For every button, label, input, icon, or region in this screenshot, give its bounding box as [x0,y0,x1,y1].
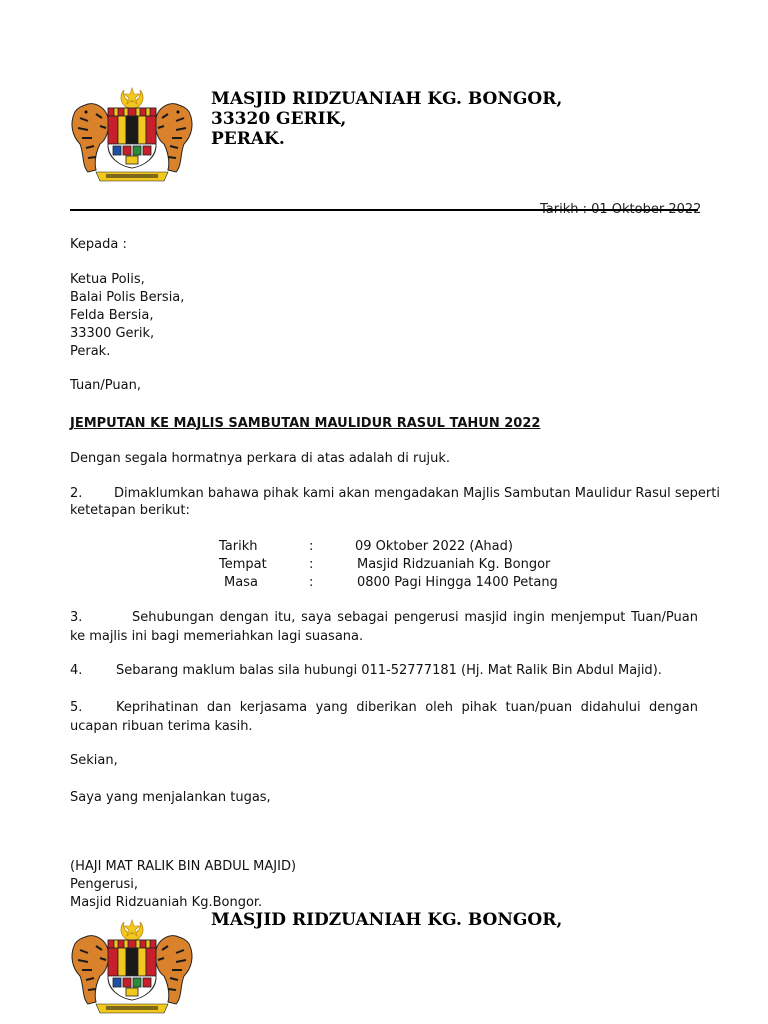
paragraph-number: 5. [70,700,83,715]
paragraph-4 [70,662,662,679]
letterhead-org-name-second: MASJID RIDZUANIAH KG. BONGOR, [211,910,563,930]
paragraph-text: Sebarang maklum balas sila hubungi 011-52777181 (Hj. Mat Ralik Bin Abdul Majid). [116,663,662,678]
detail-colon: : [309,539,314,554]
paragraph-number: 2. [70,486,83,501]
closing-duty-line: Saya yang menjalankan tugas, [70,790,271,805]
letterhead-postcode-town: 33320 GERIK, [211,109,347,129]
detail-value: 0800 Pagi Hingga 1400 Petang [357,575,558,590]
paragraph-text: Sehubungan dengan itu, saya sebagai pengerusi masjid ingin menjemput Tuan/Puan ke majlis ini bagi memeriahkan lagi suasana. [70,610,698,644]
letter-subject: JEMPUTAN KE MAJLIS SAMBUTAN MAULIDUR RASUL TAHUN 2022 [70,416,541,431]
closing-sekian: Sekian, [70,753,118,768]
detail-value: Masjid Ridzuaniah Kg. Bongor [357,557,551,572]
recipient-line: Ketua Polis, [70,272,145,287]
detail-value: 09 Oktober 2022 (Ahad) [355,539,513,554]
coat-of-arms-logo [66,916,198,1016]
coat-of-arms-logo [66,84,198,184]
intro-paragraph: Dengan segala hormatnya perkara di atas adalah di rujuk. [70,451,451,466]
detail-label: Tarikh [219,539,258,554]
letter-date: Tarikh : 01 Oktober 2022 [540,202,702,217]
greeting: Tuan/Puan, [70,378,141,393]
recipient-line: Balai Polis Bersia, [70,290,185,305]
detail-colon: : [309,557,314,572]
signatory-position: Pengerusi, [70,877,138,892]
paragraph-2-continuation: ketetapan berikut: [70,503,190,518]
paragraph-5 [70,698,698,736]
letterhead-org-name: MASJID RIDZUANIAH KG. BONGOR, [211,89,563,109]
paragraph-3 [70,608,698,646]
paragraph-2 [70,485,720,502]
letterhead-state: PERAK. [211,129,285,149]
recipient-line: 33300 Gerik, [70,326,155,341]
paragraph-number: 3. [70,610,83,625]
detail-label: Masa [224,575,258,590]
detail-label: Tempat [219,557,267,572]
paragraph-text: Keprihatinan dan kerjasama yang diberikan oleh pihak tuan/puan didahului dengan ucapan ribuan terima kasih. [70,700,698,734]
letterhead-divider [70,209,698,211]
detail-colon: : [309,575,314,590]
paragraph-text: Dimaklumkan bahawa pihak kami akan mengadakan Majlis Sambutan Maulidur Rasul seperti [114,486,720,501]
signatory-organisation: Masjid Ridzuaniah Kg.Bongor. [70,895,263,910]
recipient-label: Kepada : [70,237,127,252]
paragraph-number: 4. [70,663,83,678]
recipient-line: Perak. [70,344,111,359]
signatory-name: (HAJI MAT RALIK BIN ABDUL MAJID) [70,859,297,874]
recipient-line: Felda Bersia, [70,308,154,323]
